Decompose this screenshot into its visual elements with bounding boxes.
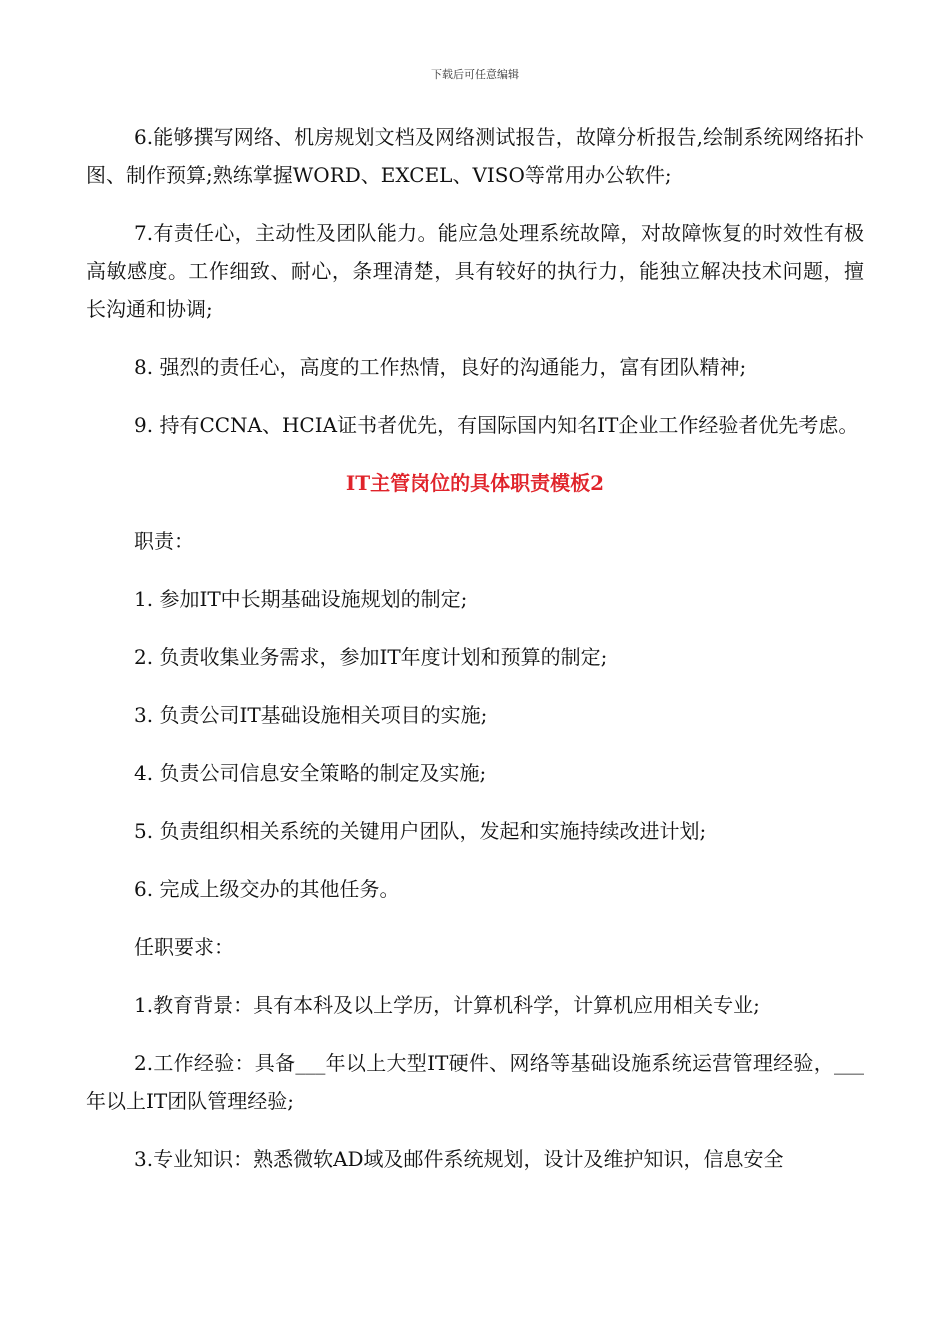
duty-item: 2. 负责收集业务需求，参加IT年度计划和预算的制定; [134,645,608,669]
requirements-heading: 任职要求： [134,935,234,959]
duty-item: 4. 负责公司信息安全策略的制定及实施; [134,761,487,785]
page-header-note: 下载后可任意编辑 [431,68,519,81]
duty-item: 1. 参加IT中长期基础设施规划的制定; [134,587,468,611]
section-title: IT主管岗位的具体职责模板2 [345,471,605,495]
paragraph-item-8: 8. 强烈的责任心，高度的工作热情，良好的沟通能力，富有团队精神; [134,355,747,379]
paragraph-item-6: 6.能够撰写网络、机房规划文档及网络测试报告，故障分析报告,绘制系统网络拓扑图、制作预算;熟练掌握WORD、EXCEL、VISO等常用办公软件; [86,125,864,187]
duty-item: 3. 负责公司IT基础设施相关项目的实施; [134,703,488,727]
duties-heading: 职责： [134,529,194,553]
requirement-item: 3.专业知识：熟悉微软AD域及邮件系统规划，设计及维护知识，信息安全 [134,1147,784,1171]
requirement-item: 2.工作经验：具备___年以上大型IT硬件、网络等基础设施系统运营管理经验，___年以上IT团队管理经验; [86,1051,864,1113]
document-body [86,118,864,1198]
duty-item: 6. 完成上级交办的其他任务。 [134,877,400,901]
duty-item: 5. 负责组织相关系统的关键用户团队，发起和实施持续改进计划; [134,819,707,843]
paragraph-item-9: 9. 持有CCNA、HCIA证书者优先，有国际国内知名IT企业工作经验者优先考虑。 [134,413,859,437]
requirement-item: 1.教育背景：具有本科及以上学历，计算机科学，计算机应用相关专业; [134,993,760,1017]
paragraph-item-7: 7.有责任心，主动性及团队能力。能应急处理系统故障，对故障恢复的时效性有极高敏感度。工作细致、耐心，条理清楚，具有较好的执行力，能独立解决技术问题，擅长沟通和协调; [86,221,864,321]
